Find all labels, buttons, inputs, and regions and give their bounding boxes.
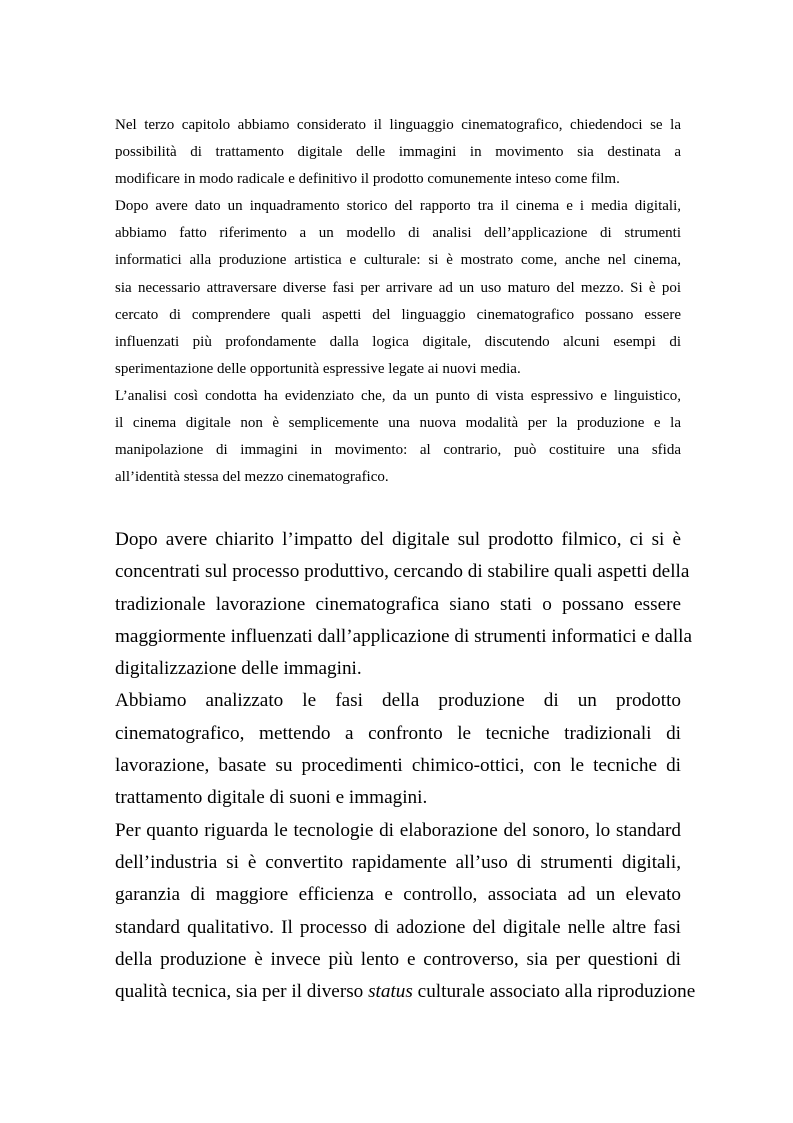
text-line: tradizionale lavorazione cinematografica siano stati o possano essere bbox=[115, 593, 681, 615]
text-line: maggiormente influenzati dall’applicazione di strumenti informatici e dalla bbox=[115, 625, 693, 647]
text-line: garanzia di maggiore efficienza e controllo, associata ad un elevato bbox=[115, 884, 681, 906]
text-line: informatici alla produzione artistica e culturale: si è mostrato come, anche nel cinema, bbox=[115, 252, 681, 269]
text-line: standard qualitativo. Il processo di adozione del digitale nelle altre fasi bbox=[115, 916, 681, 938]
emphasized-word: status bbox=[368, 981, 413, 1003]
paragraph bbox=[115, 685, 681, 814]
text-line: abbiamo fatto riferimento a un modello di analisi dell’applicazione di strumenti bbox=[115, 225, 681, 242]
text-line: digitalizzazione delle immagini. bbox=[115, 658, 362, 680]
main-section bbox=[115, 524, 696, 1008]
paragraph bbox=[115, 815, 696, 1009]
text-line bbox=[115, 976, 696, 1008]
paragraph bbox=[115, 193, 681, 383]
text-line: il cinema digitale non è semplicemente una nuova modalità per la produzione e la bbox=[115, 415, 681, 432]
text-line: Dopo avere dato un inquadramento storico del rapporto tra il cinema e i media digitali, bbox=[115, 198, 681, 215]
text-line: Nel terzo capitolo abbiamo considerato il linguaggio cinematografico, chiedendoci se la bbox=[115, 117, 681, 133]
text-line: sperimentazione delle opportunità espressive legate ai nuovi media. bbox=[115, 360, 521, 377]
text-line: all’identità stessa del mezzo cinematografico. bbox=[115, 469, 389, 486]
text-line: cinematografico, mettendo a confronto le tecniche tradizionali di bbox=[115, 722, 681, 744]
text-line: cercato di comprendere quali aspetti del linguaggio cinematografico possano essere bbox=[115, 306, 681, 323]
text-line: sia necessario attraversare diverse fasi per arrivare ad un uso maturo del mezzo. Si è poi bbox=[115, 279, 681, 296]
text-line: dell’industria si è convertito rapidamente all’uso di strumenti digitali, bbox=[115, 851, 681, 873]
text-line: Abbiamo analizzato le fasi della produzione di un prodotto bbox=[115, 690, 681, 712]
intro-section bbox=[115, 112, 681, 491]
text-run: culturale associato alla riproduzione bbox=[412, 981, 696, 1003]
text-line: concentrati sul processo produttivo, cercando di stabilire quali aspetti della bbox=[115, 561, 690, 583]
text-line: della produzione è invece più lento e controverso, sia per questioni di bbox=[115, 948, 681, 970]
paragraph bbox=[115, 524, 693, 685]
text-line: modificare in modo radicale e definitivo il prodotto comunemente inteso come film. bbox=[115, 171, 620, 188]
text-line: possibilità di trattamento digitale delle immagini in movimento sia destinata a bbox=[115, 144, 681, 161]
text-line: manipolazione di immagini in movimento: al contrario, può costituire una sfida bbox=[115, 442, 681, 459]
text-line: trattamento digitale di suoni e immagini. bbox=[115, 787, 428, 809]
text-line: Per quanto riguarda le tecnologie di elaborazione del sonoro, lo standard bbox=[115, 819, 681, 841]
paragraph bbox=[115, 383, 681, 491]
paragraph bbox=[115, 112, 681, 193]
text-line: influenzati più profondamente dalla logica digitale, discutendo alcuni esempi di bbox=[115, 333, 681, 350]
text-line: Dopo avere chiarito l’impatto del digitale sul prodotto filmico, ci si è bbox=[115, 529, 681, 550]
text-run: qualità tecnica, sia per il diverso bbox=[115, 981, 369, 1003]
text-line: lavorazione, basate su procedimenti chimico-ottici, con le tecniche di bbox=[115, 755, 681, 777]
text-line: L’analisi così condotta ha evidenziato che, da un punto di vista espressivo e linguistico, bbox=[115, 387, 681, 404]
